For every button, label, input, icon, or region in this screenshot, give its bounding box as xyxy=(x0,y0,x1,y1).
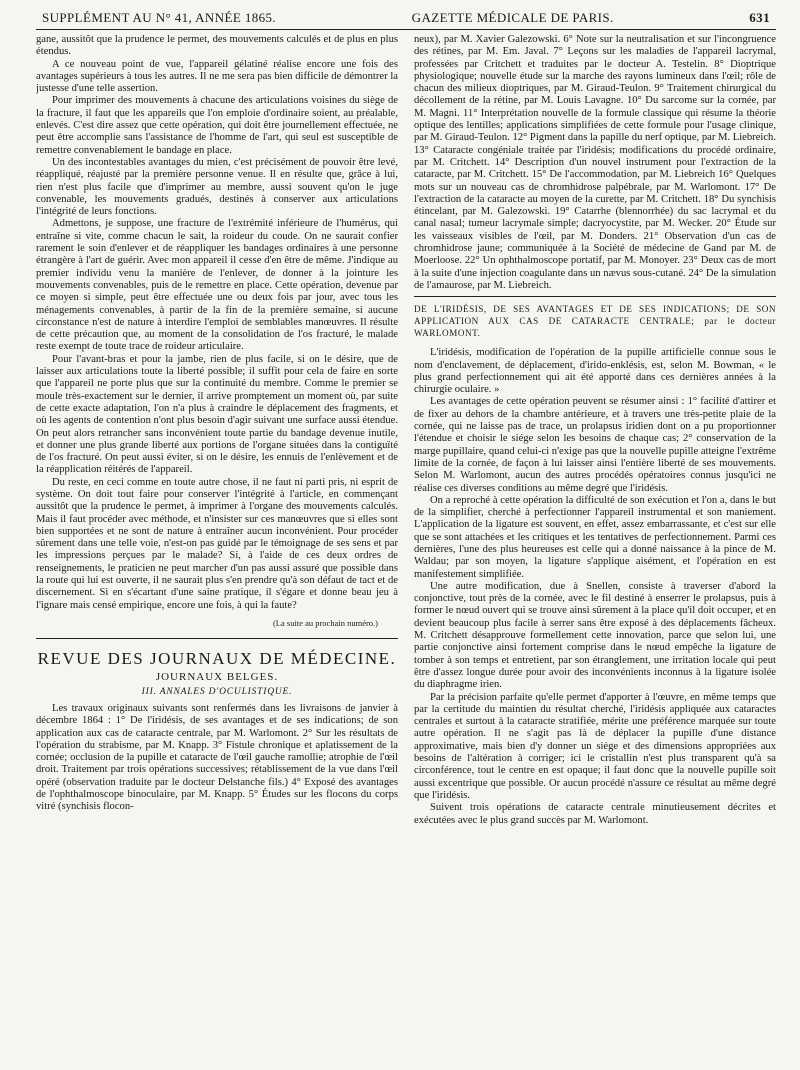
article-heading: DE L'IRIDÉSIS, DE SES AVANTAGES ET DE SES INDICATIONS; DE SON APPLICATION AUX CAS DE CATARACTE CENTRALE; par le docteur WARLOMONT. xyxy=(414,304,776,339)
paragraph: Pour l'avant-bras et pour la jambe, rien de plus facile, si on le désire, que de laisser aux articulations toute la liberté possible; il suffit pour cela de faire en sorte que l'appareil ne porte plus que sur la continuité du membre. Comme le premier se moule très-exactement sur le dernier, il arrive promptement un moment où, par suite de cette exacte adaptation, l'on n'a plus à craindre le déplacement des fragments, et où les agents de contention n'ont plus besoin d'agir suivant une surface aussi étendue. On peut alors retrancher sans inconvénient toute partie du bandage devenue inutile, et donner une plus grande liberté aux portions de l'organe situées dans la contiguïté de l'os fracturé. On peut aussi éviter, si on le désire, les ennuis de l'enlèvement et de la réapplication réitérés de l'appareil. xyxy=(36,353,398,476)
page-number: 631 xyxy=(749,10,770,25)
paragraph: Un des incontestables avantages du mien, c'est précisément de pouvoir être levé, réappliqué, réajusté par la première personne venue. Il en résulte que, grâce à lui, rien n'est plus facile que d'imprimer au membre, aussi souvent qu'on le juge convenable, les mouvements gradués, destinés à conserver aux articulations l'intégrité de leurs fonctions. xyxy=(36,156,398,218)
left-column xyxy=(36,34,398,1054)
page-header xyxy=(36,10,776,30)
paragraph: Une autre modification, due à Snellen, consiste à traverser d'abord la conjonctive, tout près de la cornée, avec le fil destiné à enserrer le prolapsus, puis à former le nœud ouvert qui se trouve ainsi sûrement à la place qu'il doit occuper, et en devient beaucoup plus facile à serrer sans être exposé à des déplacements fâcheux. M. Critchett désapprouve formellement cette innovation, parce que selon lui, une partie conjonctive ainsi fortement comprise dans le nœud empêche la ligature de tomber à son temps et entretient, par son étranglement, une irritation locale qui peut être d'assez longue durée pour avoir des inconvénients inconnus à la ligature isolée du diaphragme irien. xyxy=(414,580,776,691)
right-column xyxy=(408,34,776,1054)
section-divider xyxy=(36,638,398,639)
journal-title: GAZETTE MÉDICALE DE PARIS. xyxy=(411,10,614,25)
article-divider xyxy=(414,296,776,297)
paragraph: Les travaux originaux suivants sont renfermés dans les livraisons de janvier à décembre 1864 : 1° De l'iridésis, de ses avantages et de ses indications; de son application aux cas de cataracte centrale, par M. Warlomont. 2° Sur les résultats de l'opération du strabisme, par M. Knapp. 3° Fistule chronique et aplatissement de la cornée; occlusion de la pupille et cataracte de l'œil gauche ramollie; atrophie de l'œil droit. Traitement par trois opérations successives; rétablissement de la vue dans l'œil opéré (observation traduite par le docteur Delstanche fils.) 4° Exposé des avantages de l'ophthalmoscope binoculaire, par M. Knapp. 5° Études sur les flocons du corps vitré (synchisis flocon- xyxy=(36,702,398,813)
paragraph: neux), par M. Xavier Galezowski. 6° Note sur la neutralisation et sur l'incongruence des rétines, par M. Em. Javal. 7° Leçons sur les maladies de l'appareil lacrymal, professées par Critchett et traduites par le docteur A. Testelin. 8° Dioptrique physiologique; nouvelle étude sur la marche des rayons lumineux dans l'œil; rôle de chacun des milieux dioptriques, par M. Giraud-Teulon. 9° Traitement chirurgical du décollement de la rétine, par M. Louis Lavagne. 10° Du sarcome sur la cornée, par M. Magni. 11° Interprétation nouvelle de la formule classique qui résume la théorie optique des lentilles; applications simplifiées de cette formule pour l'usage clinique, par M. Giraud-Teulon. 12° Pigment dans la papille du nerf optique, par M. Liebreich. 13° Cataracte congéniale traitée par l'iridésis; modifications du procédé ordinaire, par M. Critchett. 14° Description d'un nouvel instrument pour l'extraction de la cataracte, par M. Critchett. 15° De l'accommodation, par M. Liebreich 16° Quelques mots sur un nouveau cas de chromhidrose palpébrale, par M. Warlomont. 17° De l'extraction de la cataracte au moyen de la curette, par M. Critchett. 18° Du synchisis étincelant, par M. Galezowski. 19° Catarrhe (blennorrhée) du sac lacrymal et du canal nasal; tumeur lacrymale simple; dacryocystite, par M. Wecker. 20° Étude sur les vaisseaux visibles de l'œil, par M. Donders. 21° Observation d'un cas de chromhidrose jaune; communiquée à la Société de médecine de Gand par M. de Moerloose. 22° Un ophthalmoscope portatif, par M. Monoyer. 23° Deux cas de mort à la suite d'une injection coagulante dans un nævus sous-cutané. 24° De la simulation de l'amaurose, par M. Liebreich. xyxy=(414,34,776,291)
paragraph: A ce nouveau point de vue, l'appareil gélatiné réalise encore une fois des avantages supérieurs à tous les autres. Il ne me sera pas bien difficile de démontrer la justesse d'une telle assertion. xyxy=(36,58,398,95)
paragraph: Du reste, en ceci comme en toute autre chose, il ne faut ni parti pris, ni esprit de système. On doit tout faire pour conserver l'intégrité à l'article, en commençant aussitôt que la prudence le permet, à imprimer à l'organe des mouvements calculés. Mais il faut procéder avec méthode, et n'insister sur ces manœuvres que si elles sont bien supportées et ne sont de nature à entraîner aucun inconvénient. Pour procéder sûrement dans une telle voie, n'est-on pas guidé par le témoignage de ses sens et par les impressions perçues par le malade? Si, à l'aide de ces deux ordres de renseignements, le praticien ne peut marcher d'un pas aussi assuré que possible dans la route qui lui est ouverte, il ne saurait plus s'en prendre qu'à son défaut de tact et de discernement. Si en s'écartant d'une saine pratique, il s'égare et donne beau jeu à l'ignare mais censé empirique, encore une fois, à qui la faute? xyxy=(36,476,398,611)
paragraph: Suivent trois opérations de cataracte centrale minutieusement décrites et exécutées avec le plus grand succès par M. Warlomont. xyxy=(414,802,776,826)
section-heading: III. ANNALES D'OCULISTIQUE. xyxy=(141,686,293,697)
section-title: REVUE DES JOURNAUX DE MÉDECINE. xyxy=(37,648,397,668)
paragraph: On a reproché à cette opération la difficulté de son exécution et l'on a, dans le but de la simplifier, cherché à perfectionner l'appareil instrumental et son maniement. L'application de la ligature est souvent, en effet, assez embarrassante, et c'est sur elle que se sont attachées et les critiques et les tentatives de perfectionnement. Parmi ces dernières, l'une des plus heureuses est celle qui a donné naissance à la pince de M. Waldau; par son moyen, la ligature s'applique aisément, et l'opération en est manifestement simplifiée. xyxy=(414,494,776,580)
issue-label: SUPPLÉMENT AU N° 41, ANNÉE 1865. xyxy=(42,10,277,25)
paragraph: Par la précision parfaite qu'elle permet d'apporter à l'œuvre, en même temps que par la certitude du maintien du résultat cherché, l'iridésis appliquée aux cataractes centrales et surtout à la cataracte stratifiée, mérite une préférence marquée sur toute autre opération. Il ne s'agit pas là de déplacer la pupille d'une distance approximative, mais bien d'y donner un siége et des dimensions appropriées aux besoins de l'altération à corriger; ici le cristallin n'est plus transparent qu'à sa circonférence, tout le centre en est opaque; il faut donc que la nouvelle pupille soit aussi excentrique que possible. Or aucun procédé n'assure ce résultat au même degré que l'iridésis. xyxy=(414,691,776,801)
paragraph: Les avantages de cette opération peuvent se résumer ainsi : 1° facilité d'attirer et de fixer au dehors de la chambre antérieure, et à travers une très-petite plaie de la cornée, qui ne laisse pas de trace, un prolapsus iridien dont on a pu proportionner l'étendue et choisir le siége selon les besoins de chaque cas; 2° conservation de la marge pupillaire, quand celui-ci n'exige pas que la nouvelle pupille atteigne l'extrême limite de la cornée, de façon à lui laisser ainsi l'entière liberté de ses mouvements. Selon M. Warlomont, aucun des autres procédés opératoires connus jusqu'ici ne réalise ces diverses conditions au même degré que l'iridésis. xyxy=(414,396,776,494)
paragraph: Pour imprimer des mouvements à chacune des articulations voisines du siège de la fracture, il faut que les appareils que l'on emploie d'ordinaire soient, au préalable, enlevés. C'est dire assez que cette opération, qui doit être journellement effectuée, ne peut être accomplie sans l'assistance de l'homme de l'art, qui seul est susceptible de remettre convenablement le bandage en place. xyxy=(36,95,398,156)
paragraph: Admettons, je suppose, une fracture de l'extrémité inférieure de l'humérus, qui entraîne si vite, comme chacun le sait, la roideur du coude. On ne saurait confier rarement le soin d'enlever et de réappliquer les bandages ordinaires à une personne étrangère à l'art de guérir. Avec mon appareil il cesse d'en être de même. J'indique au premier individu venu la manière de l'enlever, de donner à la jointure les mouvements convenables, puis de le remettre en place. Cette opération, devenue par ce moyen si simple, peut être effectuée une ou deux fois par jour, avec tous les ménagements convenables, à partir de la fin de la première semaine, si aucune circonstance n'est de nature à interdire l'emploi de semblables manœuvres. Il résulte de cette précaution que, au moment de la consolidation de l'os fracturé, le malade reste exempt de toute trace de roideur articulaire. xyxy=(36,218,398,353)
paragraph: gane, aussitôt que la prudence le permet, des mouvements calculés et de plus en plus étendus. xyxy=(36,34,398,58)
continuation-note: (La suite au prochain numéro.) xyxy=(272,617,378,628)
section-subtitle: JOURNAUX BELGES. xyxy=(155,670,279,683)
text-columns xyxy=(36,34,776,1054)
paragraph: L'iridésis, modification de l'opération de la pupille artificielle connue sous le nom d'enclavement, de déplacement, d'irido-enklésis, est, selon M. Bowman, « le plus grand perfectionnement qui ait été apporté dans ces dernières années à la chirurgie oculaire. » xyxy=(414,347,776,396)
